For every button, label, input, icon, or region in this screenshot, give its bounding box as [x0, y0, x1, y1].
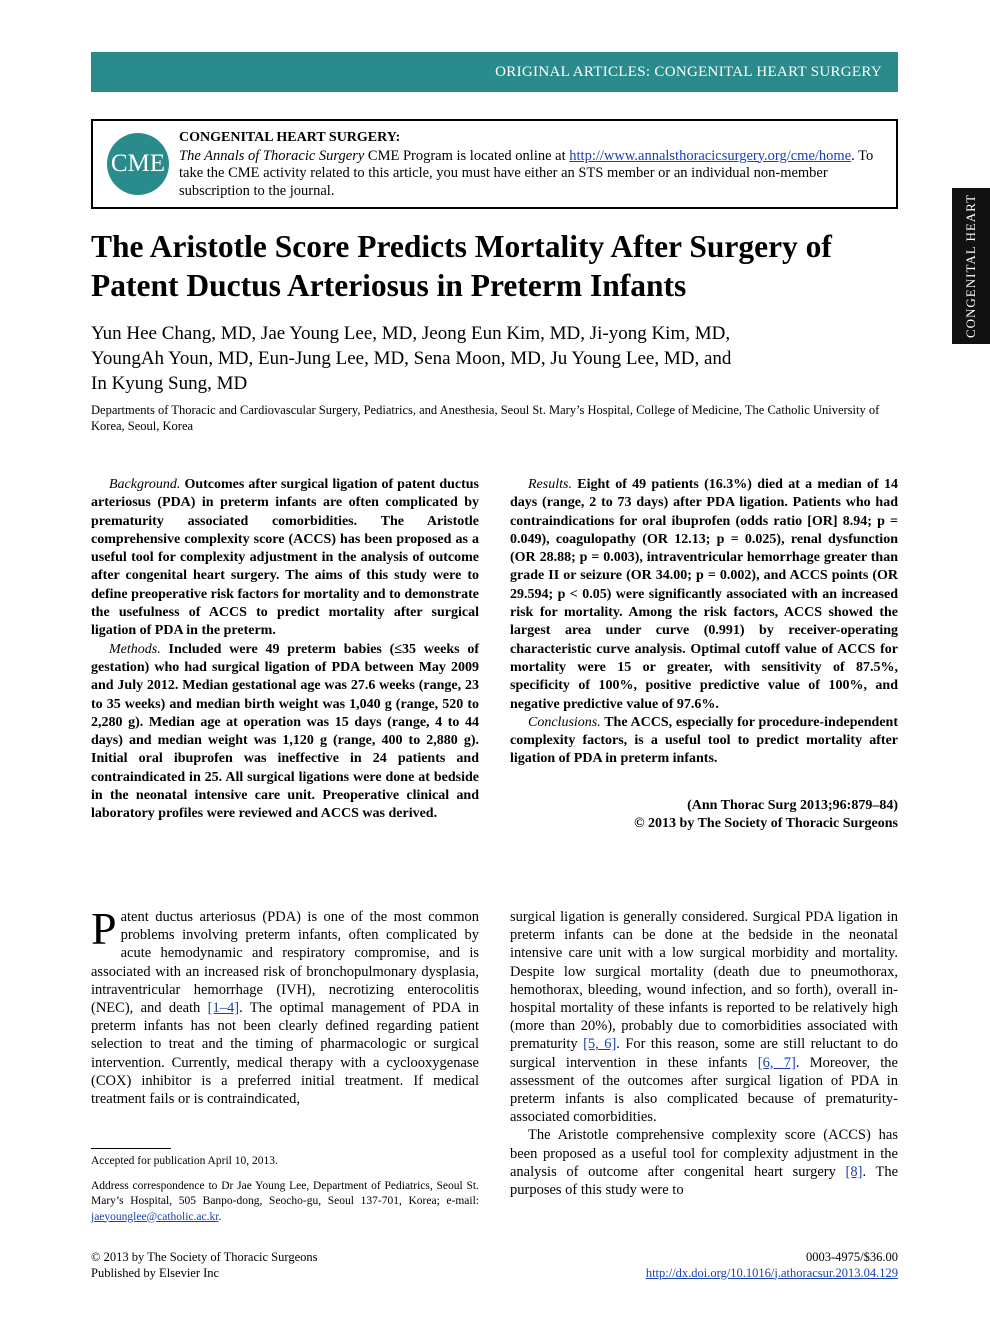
- reference-link[interactable]: [8]: [845, 1163, 863, 1180]
- section-banner-text: ORIGINAL ARTICLES: CONGENITAL HEART SURGERY: [495, 63, 882, 80]
- body-text: . The purposes of this study were to: [510, 1163, 899, 1199]
- body-paragraph: [510, 1126, 898, 1199]
- journal-citation: [510, 797, 898, 834]
- abstract-conclusions: [510, 714, 898, 769]
- footer-right: [560, 1250, 898, 1281]
- reference-link[interactable]: [6, 7]: [757, 1054, 796, 1071]
- article-title: The Aristotle Score Predicts Mortality After Surgery of Patent Ductus Arteriosus in Preterm Infants: [91, 229, 832, 303]
- cme-text-b: . To take the CME activity related to this article, you must have either an STS member or an individual non-member subscription to the journal.: [179, 147, 874, 199]
- author-line: Yun Hee Chang, MD, Jae Young Lee, MD, Jeong Eun Kim, MD, Ji-yong Kim, MD,: [91, 323, 731, 344]
- body-text: The Aristotle comprehensive complexity score (ACCS) has been proposed as a useful tool for complexity adjustment in the analysis of outcome after congenital heart surgery: [510, 1127, 898, 1180]
- body-paragraph: [510, 908, 898, 1126]
- cme-text-a: CME Program is located online at: [364, 147, 570, 164]
- reference-link[interactable]: [1–4]: [207, 1000, 240, 1017]
- cme-logo-text: CME: [110, 150, 166, 177]
- abstract-results-text: Eight of 49 patients (16.3%) died at a median of 14 days (range, 2 to 73 days) after PDA ligation. Patients who had contraindications for oral ibuprofen (odds ratio [OR] 8.94; p = 0.049), coagulopathy (OR 12.13; p = 0.025), renal dysfunction (OR 28.88; p = 0.003), intraventricular hemorrhage greater than grade II or seizure (OR 34.00; p = 0.002), and ACCS points (OR 29.594; p < 0.05) were significantly associated with an increased risk for mortality. Among the risk factors, ACCS showed the largest area under curve (0.991) by receiver-operating characteristic curve analysis. Optimal cutoff value of ACCS for mortality were 15 or greater, with sensitivity of 87.5%, specificity of 100%, positive predictive value of 100%, and negative predictive value of 97.6%.: [510, 477, 898, 712]
- body-text: . Moreover, the assessment of the outcomes after surgical ligation of PDA in preterm infants is also complicated because of prematurity-associated comorbidities.: [510, 1054, 898, 1126]
- address-text: Address correspondence to Dr Jae Young Lee, Department of Pediatrics, Seoul St. Mary’s Hospital, 505 Banpo-dong, Seocho-gu, Seoul 137-701, Korea; e-mail:: [91, 1179, 479, 1207]
- cme-journal-name: The Annals of Thoracic Surgery: [179, 147, 365, 164]
- body-text: surgical ligation is generally considered. Surgical PDA ligation in preterm infants can be done at the bedside in the neonatal intensive care unit with a low surgical morbidity and mortality. Despite low surgical mortality (death due to pneumothorax, hemothorax, bleeding, wound infection, and so forth), overall in-hospital mortality of these infants is reported to be relatively high (more than 20%), probably due to comorbidities associated with prematurity: [510, 909, 898, 1053]
- author-line: In Kyung Sung, MD: [91, 373, 248, 394]
- abstract-conclusions-text: The ACCS, especially for procedure-independent complexity factors, is a useful tool to predict mortality after ligation of PDA in preterm infants.: [510, 714, 898, 767]
- body-text: atent ductus arteriosus (PDA) is one of the most common problems involving preterm infants, often complicated by acute hemodynamic and respiratory compromise, and is associated with an increased risk of bronchopulmonary dysplasia, intraventricular hemorrhage (IVH), necrotizing enterocolitis (NEC), and death: [91, 909, 479, 1017]
- author-list: [91, 321, 891, 396]
- body-paragraph: [91, 903, 479, 1108]
- body-left-column: [91, 903, 479, 1108]
- abstract-results-label: Results.: [528, 477, 572, 492]
- abstract-left-column: [91, 476, 479, 824]
- abstract-background-text: Outcomes after surgical ligation of patent ductus arteriosus (PDA) in preterm infants are often complicated by prematurity associated comorbidities. The Aristotle comprehensive complexity score (ACCS) has been proposed as a useful tool for complexity adjustment in the analysis of outcome after congenital heart surgery. The aims of this study were to define preoperative risk factors for mortality and to demonstrate the usefulness of ACCS to predict mortality after surgical ligation of PDA in the preterm.: [91, 477, 479, 639]
- author-line: YoungAh Youn, MD, Eun-Jung Lee, MD, Sena Moon, MD, Ju Young Lee, MD, and: [91, 348, 732, 369]
- cme-logo: [107, 133, 169, 195]
- doi-link[interactable]: http://dx.doi.org/10.1016/j.athoracsur.2013.04.129: [645, 1265, 898, 1280]
- cme-heading: CONGENITAL HEART SURGERY:: [179, 130, 401, 145]
- side-section-tab: [952, 188, 990, 344]
- abstract-methods-text: Included were 49 preterm babies (≤35 weeks of gestation) who had surgical ligation of PDA between May 2009 and July 2012. Median gestational age was 27.6 weeks (range, 23 to 35 weeks) and median birth weight was 1,040 g (range, 520 to 2,280 g). Median age at operation was 15 days (range, 4 to 44 days) and median weight was 1,120 g (range, 400 to 2,880 g). Initial oral ibuprofen was ineffective in 24 patients and contraindicated in 25. All surgical ligations were done at bedside in the neonatal intensive care unit. Preoperative clinical and laboratory profiles were reviewed and ACCS was derived.: [91, 641, 479, 822]
- footer-copyright: © 2013 by The Society of Thoracic Surgeons: [91, 1250, 318, 1264]
- citation-text: (Ann Thorac Surg 2013;96:879–84): [687, 797, 898, 813]
- section-banner: [91, 52, 898, 92]
- abstract-background: [91, 476, 479, 641]
- body-text: . For this reason, some are still reluctant to do surgical intervention in these infants: [510, 1036, 898, 1071]
- abstract-methods-label: Methods.: [109, 641, 161, 657]
- cme-body: [179, 148, 879, 201]
- footer-issn: 0003-4975/$36.00: [805, 1250, 898, 1264]
- reference-link[interactable]: [5, 6]: [583, 1036, 617, 1053]
- footer-publisher: Published by Elsevier Inc: [91, 1265, 220, 1280]
- correspondence-address: [91, 1179, 479, 1226]
- affiliation: Departments of Thoracic and Cardiovascular Surgery, Pediatrics, and Anesthesia, Seoul St. Mary’s Hospital, College of Medicine, The Catholic University of Korea, Seoul, Korea: [91, 403, 880, 433]
- cme-notice-text: [179, 129, 879, 200]
- footnotes: [91, 1154, 479, 1234]
- address-end: .: [218, 1210, 222, 1223]
- email-link[interactable]: jaeyounglee@catholic.ac.kr: [91, 1210, 219, 1223]
- body-right-column: [510, 908, 898, 1199]
- abstract-results: [510, 476, 898, 714]
- cme-link[interactable]: http://www.annalsthoracicsurgery.org/cme/home: [569, 147, 852, 164]
- abstract-conclusions-label: Conclusions.: [528, 714, 601, 730]
- drop-cap: P: [91, 903, 117, 954]
- footer-left: [91, 1250, 317, 1281]
- abstract-background-label: Background.: [109, 477, 181, 492]
- cme-notice-box: [91, 119, 898, 209]
- footnote-divider: [91, 1148, 171, 1149]
- abstract-copyright: © 2013 by The Society of Thoracic Surgeons: [634, 816, 898, 832]
- side-section-tab-text: CONGENITAL HEART: [963, 193, 979, 339]
- abstract-right-column: [510, 476, 898, 833]
- abstract-methods: [91, 641, 479, 824]
- accepted-date: Accepted for publication April 10, 2013.: [91, 1155, 278, 1167]
- body-text: . The optimal management of PDA in preterm infants has not been clearly defined regarding patient selection to treat and the timing of pharmacologic or surgical intervention. Currently, medical therapy with a cyclooxygenase (COX) inhibitor is a preferred initial treatment. If medical treatment fails or is contraindicated,: [91, 1000, 479, 1108]
